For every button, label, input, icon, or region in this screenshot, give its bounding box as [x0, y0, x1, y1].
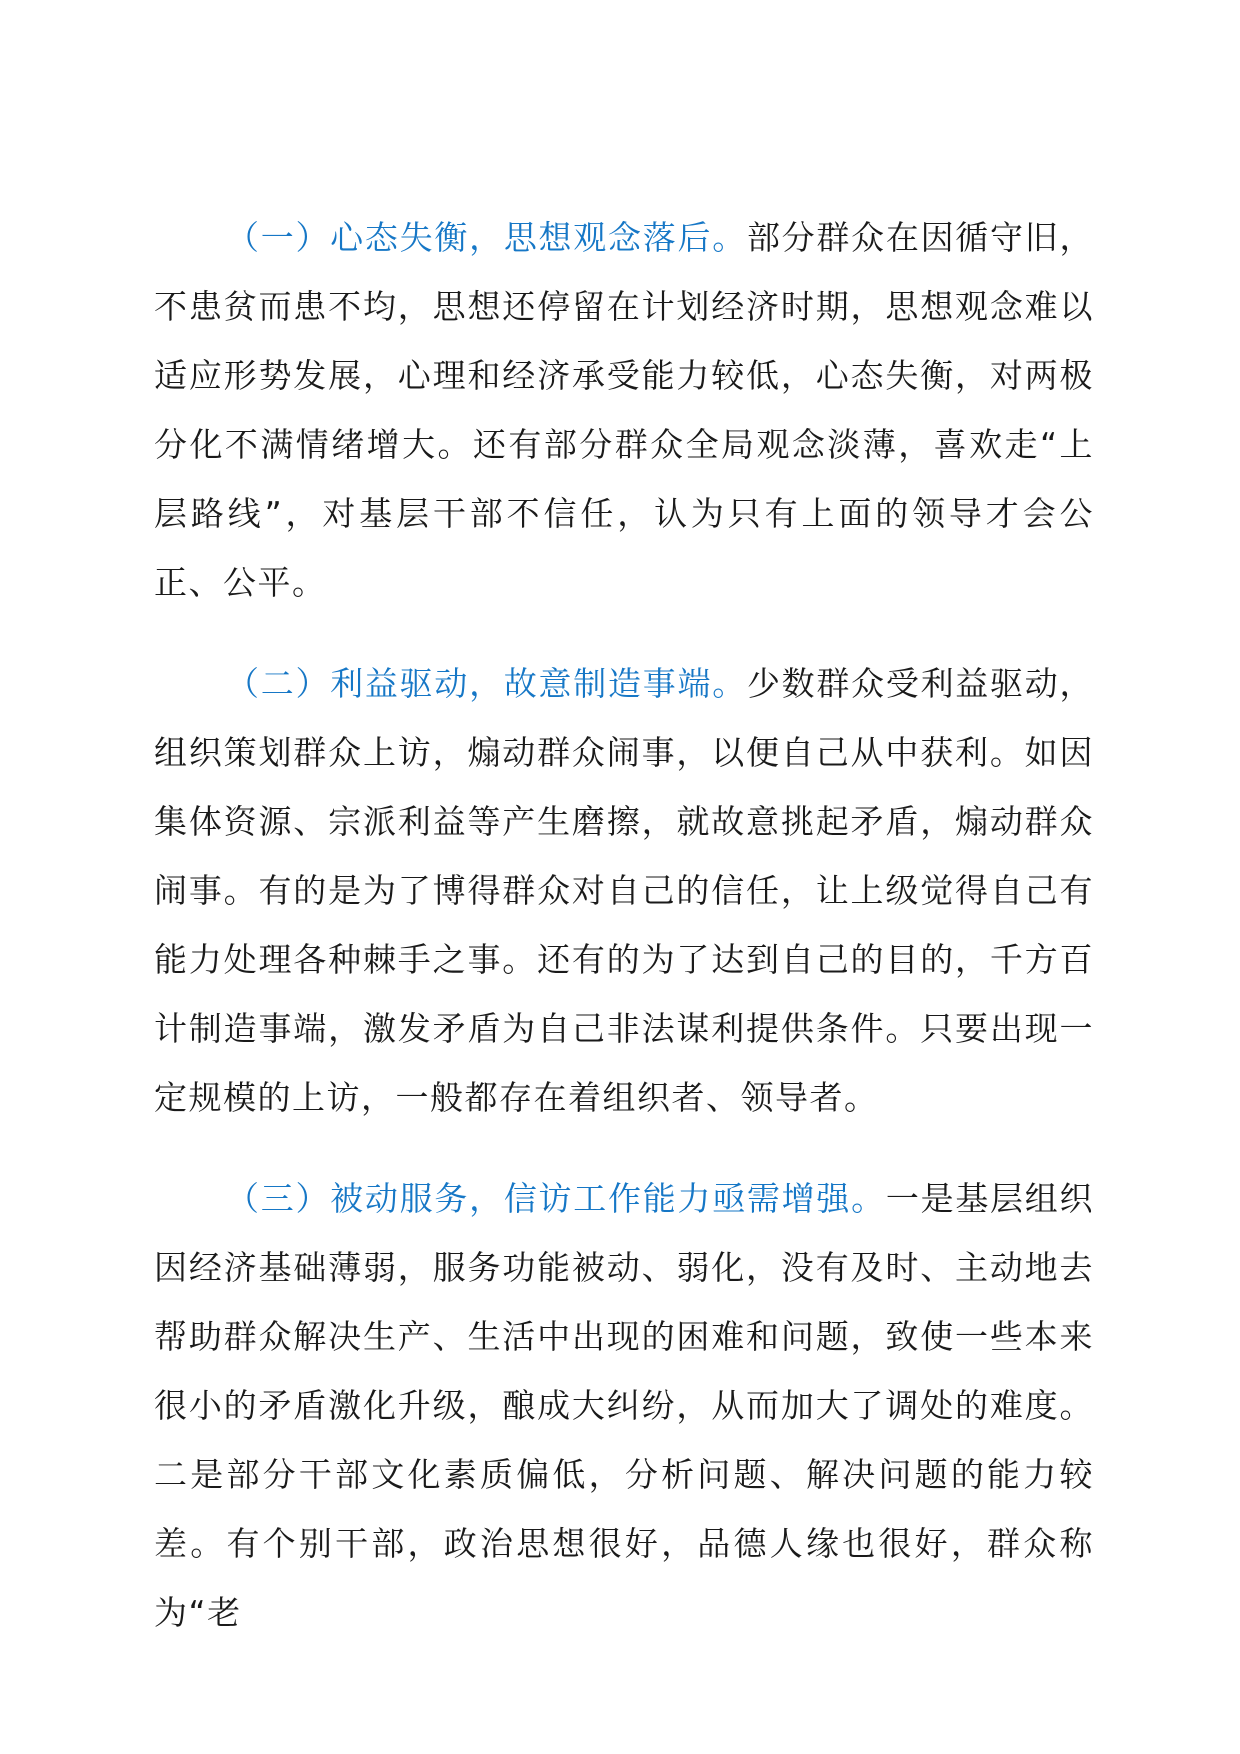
paragraph-body: 一是基层组织因经济基础薄弱，服务功能被动、弱化，没有及时、主动地去帮助群众解决生产、生活中出现的困难和问题，致使一些本来很小的矛盾激化升级，酿成大纠纷，从而加大了调处的难度。二是部分干部文化素质偏低，分析问题、解决问题的能力较差。有个别干部，政治思想很好，品德人缘也很好，群众称为“老 — [154, 1179, 1095, 1632]
paragraph-heading: （一）心态失衡，思想观念落后。 — [226, 218, 747, 257]
document-page — [154, 203, 1094, 1679]
paragraph-heading: （三）被动服务，信访工作能力亟需增强。 — [226, 1179, 886, 1218]
paragraph-heading: （二）利益驱动，故意制造事端。 — [226, 664, 747, 703]
paragraph-3 — [154, 1164, 1094, 1647]
paragraph-body: 少数群众受利益驱动，组织策划群众上访，煽动群众闹事，以便自己从中获利。如因集体资源、宗派利益等产生磨擦，就故意挑起矛盾，煽动群众闹事。有的是为了博得群众对自己的信任，让上级觉得自己有能力处理各种棘手之事。还有的为了达到自己的目的，千方百计制造事端，激发矛盾为自己非法谋利提供条件。只要出现一定规模的上访，一般都存在着组织者、领导者。 — [154, 664, 1095, 1117]
paragraph-1 — [154, 203, 1094, 617]
paragraph-body: 部分群众在因循守旧，不患贫而患不均，思想还停留在计划经济时期，思想观念难以适应形势发展，心理和经济承受能力较低，心态失衡，对两极分化不满情绪增大。还有部分群众全局观念淡薄，喜欢走“上层路线”，对基层干部不信任，认为只有上面的领导才会公正、公平。 — [154, 218, 1095, 602]
paragraph-2 — [154, 649, 1094, 1132]
